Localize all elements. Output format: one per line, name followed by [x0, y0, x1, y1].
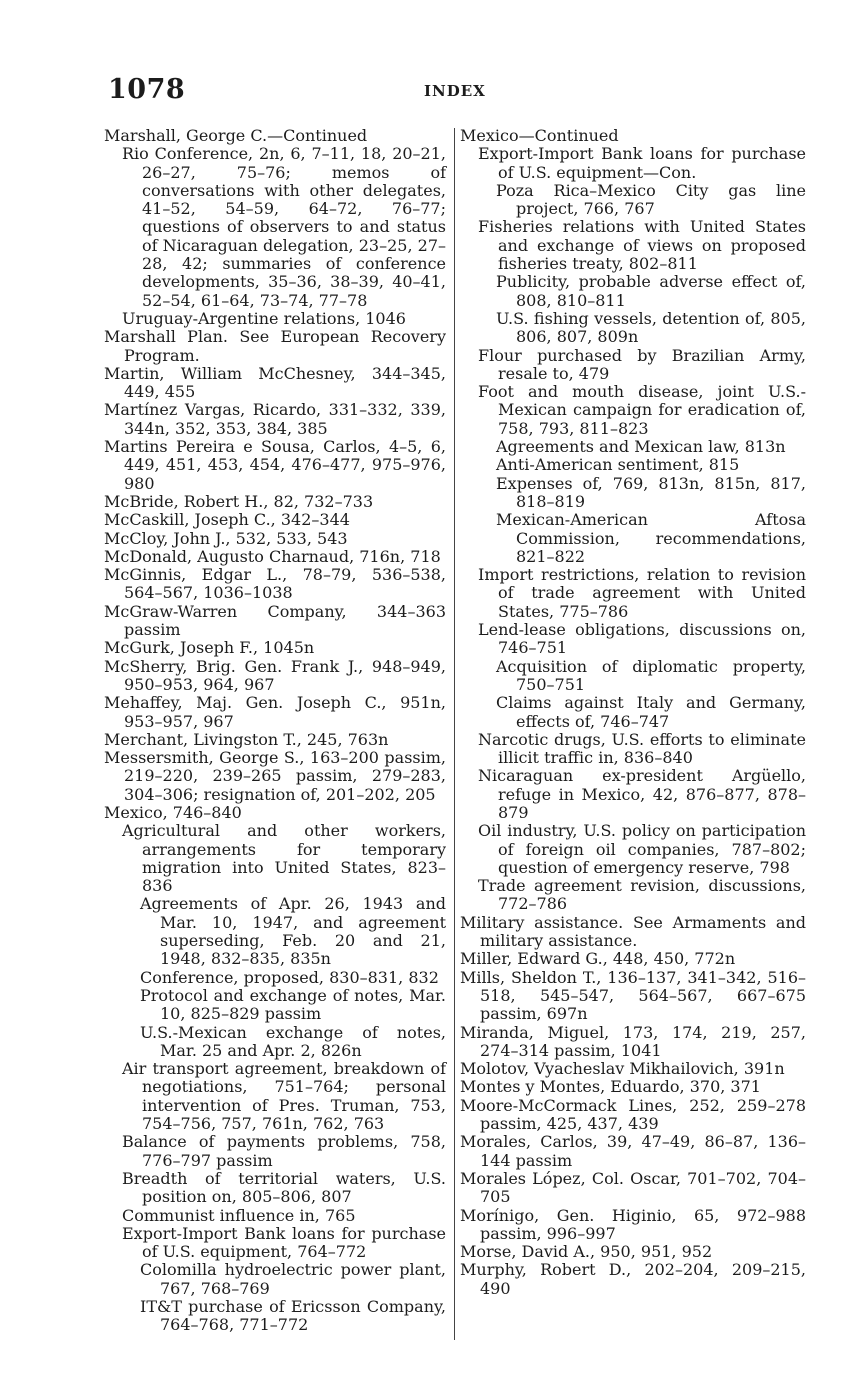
index-entry: Mexican-American Aftosa Commission, recommendations, 821–822 [496, 510, 806, 566]
index-entry: Molotov, Vyacheslav Mikhailovich, 391n [460, 1059, 785, 1079]
index-entry: Murphy, Robert D., 202–204, 209–215, 490 [460, 1260, 806, 1298]
index-entry: Claims against Italy and Germany, effects of, 746–747 [496, 693, 806, 731]
index-entry: Morínigo, Gen. Higinio, 65, 972–988 passim, 996–997 [460, 1205, 806, 1243]
index-entry: Mehaffey, Maj. Gen. Joseph C., 951n, 953–957, 967 [104, 693, 446, 731]
index-entry: Publicity, probable adverse effect of, 808, 810–811 [496, 272, 806, 310]
index-entry: Morales, Carlos, 39, 47–49, 86–87, 136–144 passim [460, 1132, 806, 1170]
index-entry: Conference, proposed, 830–831, 832 [140, 967, 439, 987]
index-entry: Export-Import Bank loans for purchase of U.S. equipment—Con. [478, 144, 806, 182]
index-entry: McCloy, John J., 532, 533, 543 [104, 528, 348, 548]
index-entry: Mills, Sheldon T., 136–137, 341–342, 516–518, 545–547, 564–567, 667–675 passim, 697n [460, 967, 806, 1024]
index-entry: Military assistance. See Armaments and military assistance. [460, 912, 806, 951]
index-entry: Import restrictions, relation to revision of trade agreement with United States, 775–786 [478, 565, 806, 621]
index-entry: Breadth of territorial waters, U.S. position on, 805–806, 807 [122, 1168, 446, 1207]
index-entry: Trade agreement revision, discussions, 772–786 [478, 876, 806, 914]
index-entry: Mexico, 746–840 [104, 802, 242, 822]
index-entry: McGurk, Joseph F., 1045n [104, 638, 315, 658]
index-entry: Merchant, Livingston T., 245, 763n [104, 729, 389, 749]
index-entry: Agreements and Mexican law, 813n [496, 437, 786, 457]
index-entry: Martins Pereira e Sousa, Carlos, 4–5, 6, 449, 451, 453, 454, 476–477, 975–976, 980 [104, 437, 446, 493]
index-entry: Nicaraguan ex-president Argüello, refuge in Mexico, 42, 876–877, 878–879 [478, 766, 806, 822]
index-entry: Flour purchased by Brazilian Army, resale to, 479 [478, 345, 806, 383]
index-entry: McDonald, Augusto Charnaud, 716n, 718 [104, 546, 441, 566]
index-entry: Balance of payments problems, 758, 776–797 passim [122, 1132, 446, 1170]
index-entry: Protocol and exchange of notes, Mar. 10, 825–829 passim [140, 985, 446, 1024]
index-entry: U.S. fishing vessels, detention of, 805, 806, 807, 809n [496, 308, 806, 347]
index-entry: Miranda, Miguel, 173, 174, 219, 257, 274–314 passim, 1041 [460, 1022, 806, 1060]
index-entry: Rio Conference, 2n, 6, 7–11, 18, 20–21, 26–27, 75–76; memos of conversations with other delegates, 41–52, 54–59, 64–72, 76–77; questions of observers to and status of Nicaraguan delegation, 23–25, 27–28, 42; summaries of conference developments, 35–36, 38–39, 40–41, 52–54, 61–64, 73–74, 77–78 [122, 144, 446, 310]
index-entry: IT&T purchase of Ericsson Company, 764–768, 771–772 [140, 1297, 446, 1335]
index-entry: McGinnis, Edgar L., 78–79, 536–538, 564–567, 1036–1038 [104, 565, 446, 603]
index-entry: McBride, Robert H., 82, 732–733 [104, 491, 374, 511]
index-entry: Montes y Montes, Eduardo, 370, 371 [460, 1077, 761, 1097]
index-entry: Air transport agreement, breakdown of negotiations, 751–764; personal intervention of Pres. Truman, 753, 754–756, 757, 761n, 762, 763 [122, 1059, 446, 1134]
index-entry: Uruguay-Argentine relations, 1046 [122, 308, 406, 328]
index-entry: Morales López, Col. Oscar, 701–702, 704–705 [460, 1168, 806, 1207]
index-entry: Export-Import Bank loans for purchase of U.S. equipment, 764–772 [122, 1223, 446, 1262]
index-entry: U.S.-Mexican exchange of notes, Mar. 25 and Apr. 2, 826n [140, 1022, 446, 1060]
index-entry: Miller, Edward G., 448, 450, 772n [460, 949, 736, 969]
index-entry: Martin, William McChesney, 344–345, 449, 455 [104, 363, 446, 402]
index-entry: Agricultural and other workers, arrangements for temporary migration into United States, 823–836 [122, 821, 446, 896]
index-entry: Communist influence in, 765 [122, 1205, 356, 1225]
index-entry: Lend-lease obligations, discussions on, 746–751 [478, 620, 806, 658]
index-entry: Mexico—Continued [460, 126, 619, 145]
index-entry: Moore-McCormack Lines, 252, 259–278 passim, 425, 437, 439 [460, 1095, 806, 1134]
index-entry: Colomilla hydroelectric power plant, 767, 768–769 [140, 1260, 446, 1298]
index-column-left [104, 127, 446, 1335]
index-entry: Expenses of, 769, 813n, 815n, 817, 818–819 [496, 473, 806, 511]
page-number: 1078 [108, 74, 186, 105]
index-entry: Messersmith, George S., 163–200 passim, 219–220, 239–265 passim, 279–283, 304–306; resignation of, 201–202, 205 [104, 748, 446, 804]
index-entry: Foot and mouth disease, joint U.S.-Mexican campaign for eradication of, 758, 793, 811–823 [478, 382, 806, 438]
index-entry: McGraw-Warren Company, 344–363 passim [104, 601, 446, 640]
index-entry: Narcotic drugs, U.S. efforts to eliminate illicit traffic in, 836–840 [478, 729, 806, 768]
index-entry: Marshall Plan. See European Recovery Program. [104, 327, 446, 365]
index-entry: Morse, David A., 950, 951, 952 [460, 1242, 713, 1262]
index-entry: Martínez Vargas, Ricardo, 331–332, 339, 344n, 352, 353, 384, 385 [104, 400, 446, 438]
index-entry: Agreements of Apr. 26, 1943 and Mar. 10, 1947, and agreement superseding, Feb. 20 and 21, 1948, 832–835, 835n [140, 894, 446, 969]
index-entry: Oil industry, U.S. policy on participation of foreign oil companies, 787–802; question of emergency reserve, 798 [478, 821, 806, 877]
index-entry: Anti-American sentiment, 815 [496, 455, 740, 475]
index-entry: McSherry, Brig. Gen. Frank J., 948–949, 950–953, 964, 967 [104, 656, 446, 694]
index-entry: Poza Rica–Mexico City gas line project, 766, 767 [496, 180, 806, 219]
index-entry: McCaskill, Joseph C., 342–344 [104, 510, 350, 530]
index-column-right [460, 127, 806, 1298]
index-entry: Acquisition of diplomatic property, 750–751 [496, 656, 806, 694]
index-entry: Marshall, George C.—Continued [104, 126, 368, 145]
running-head: INDEX [424, 82, 486, 100]
index-entry: Fisheries relations with United States and exchange of views on proposed fisheries treaty, 802–811 [478, 217, 806, 274]
column-rule [454, 128, 455, 1340]
